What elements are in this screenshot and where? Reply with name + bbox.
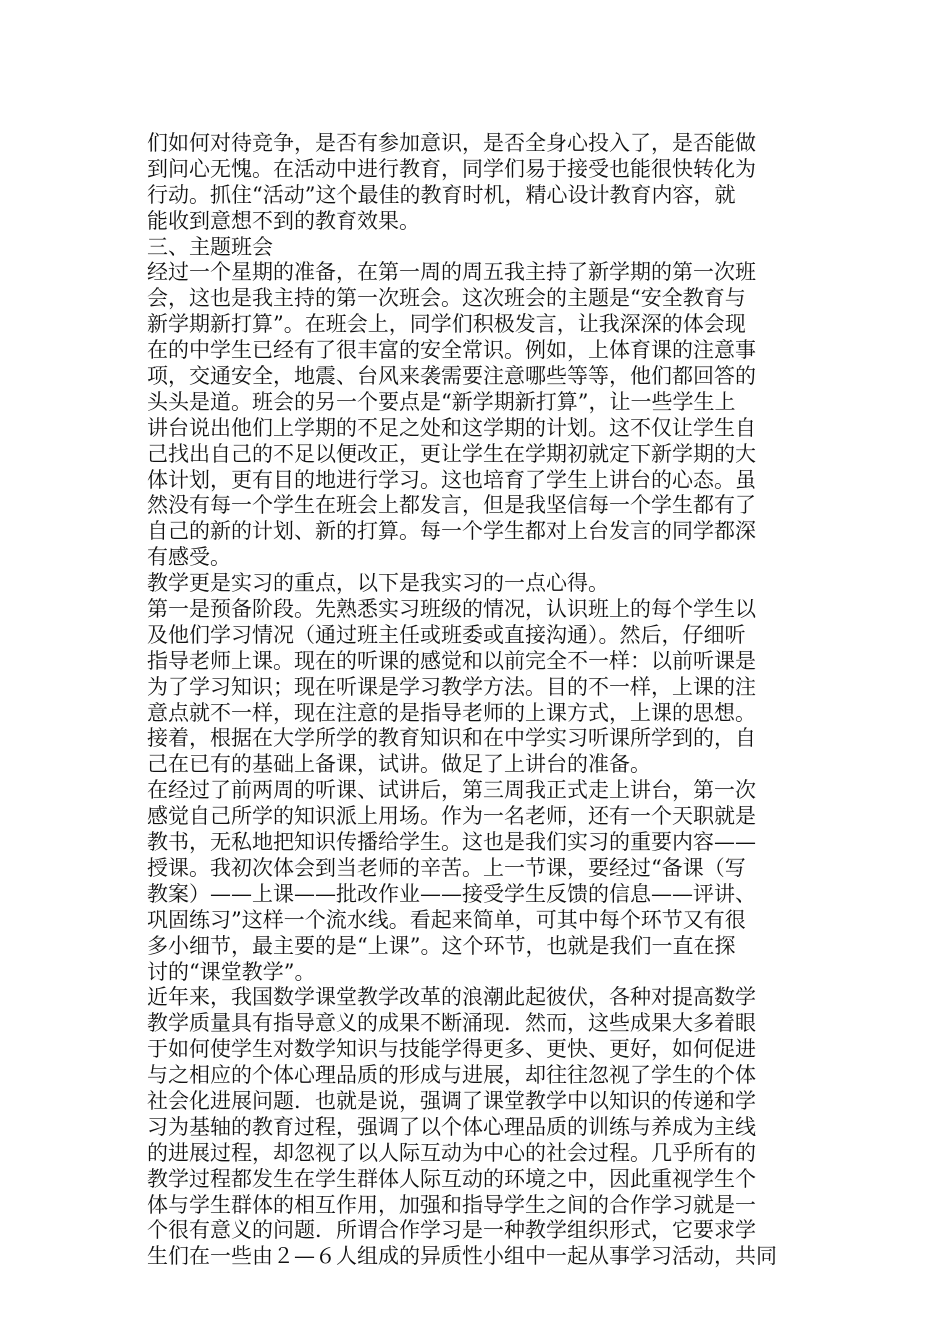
text-line: 第一是预备阶段。先熟悉实习班级的情况，认识班上的每个学生以 xyxy=(147,597,756,622)
text-line: 新学期新打算”。在班会上，同学们积极发言，让我深深的体会现 xyxy=(147,312,746,337)
text-line: 在经过了前两周的听课、试讲后，第三周我正式走上讲台，第一次 xyxy=(147,778,756,803)
text-line: 教案）——上课——批改作业——接受学生反馈的信息——评讲、 xyxy=(147,881,756,906)
text-line: 教学质量具有指导意义的成果不断涌现．然而，这些成果大多着眼 xyxy=(147,1011,756,1036)
text-line: 个很有意义的问题．所谓合作学习是一种教学组织形式，它要求学 xyxy=(147,1218,756,1243)
text-line: 己在已有的基础上备课，试讲。做足了上讲台的准备。 xyxy=(147,752,651,777)
text-line: 行动。抓住“活动”这个最佳的教育时机，精心设计教育内容，就 xyxy=(147,182,736,207)
text-line: 体计划，更有目的地进行学习。这也培育了学生上讲台的心态。虽 xyxy=(147,467,756,492)
text-line: 社会化进展问题．也就是说，强调了课堂教学中以知识的传递和学 xyxy=(147,1088,756,1113)
text-line: 教学更是实习的重点，以下是我实习的一点心得。 xyxy=(147,571,609,596)
text-line: 三、主题班会 xyxy=(147,234,273,259)
text-line: 教学过程都发生在学生群体人际互动的环境之中，因此重视学生个 xyxy=(147,1166,756,1191)
text-line: 与之相应的个体心理品质的形成与进展，却往往忽视了学生的个体 xyxy=(147,1063,756,1088)
text-line: 授课。我初次体会到当老师的辛苦。上一节课，要经过“备课（写 xyxy=(147,855,746,880)
text-line: 教书，无私地把知识传播给学生。这也是我们实习的重要内容—— xyxy=(147,830,756,855)
text-line: 的进展过程，却忽视了以人际互动为中心的社会过程。几乎所有的 xyxy=(147,1140,756,1165)
text-line: 项，交通安全，地震、台风来袭需要注意哪些等等，他们都回答的 xyxy=(147,364,756,389)
text-line: 在的中学生已经有了很丰富的安全常识。例如，上体育课的注意事 xyxy=(147,338,756,363)
text-line: 多小细节，最主要的是“上课”。这个环节，也就是我们一直在探 xyxy=(147,933,736,958)
text-line: 习为基轴的教育过程，强调了以个体心理品质的训练与养成为主线 xyxy=(147,1114,756,1139)
text-line: 接着，根据在大学所学的教育知识和在中学实习听课所学到的，自 xyxy=(147,726,756,751)
text-line: 为了学习知识；现在听课是学习教学方法。目的不一样，上课的注 xyxy=(147,674,756,699)
text-line: 意点就不一样，现在注意的是指导老师的上课方式，上课的思想。 xyxy=(147,700,756,725)
text-line: 近年来，我国数学课堂教学改革的浪潮此起彼伏，各种对提高数学 xyxy=(147,985,756,1010)
text-line: 头头是道。班会的另一个要点是“新学期新打算”，让一些学生上 xyxy=(147,389,736,414)
text-line: 巩固练习”这样一个流水线。看起来简单，可其中每个环节又有很 xyxy=(147,907,746,932)
text-line: 己找出自己的不足以便改正，更让学生在学期初就定下新学期的大 xyxy=(147,441,756,466)
text-line: 讨的“课堂教学”。 xyxy=(147,959,316,984)
document-body xyxy=(147,131,803,1270)
text-line: 体与学生群体的相互作用，加强和指导学生之间的合作学习就是一 xyxy=(147,1192,756,1217)
text-line: 到问心无愧。在活动中进行教育，同学们易于接受也能很快转化为 xyxy=(147,156,756,181)
text-line: 讲台说出他们上学期的不足之处和这学期的计划。这不仅让学生自 xyxy=(147,415,756,440)
text-line: 有感受。 xyxy=(147,545,231,570)
text-line: 感觉自己所学的知识派上用场。作为一名老师，还有一个天职就是 xyxy=(147,804,756,829)
text-line: 经过一个星期的准备，在第一周的周五我主持了新学期的第一次班 xyxy=(147,260,756,285)
text-line: 会，这也是我主持的第一次班会。这次班会的主题是“安全教育与 xyxy=(147,286,746,311)
text-line: 们如何对待竞争，是否有参加意识，是否全身心投入了，是否能做 xyxy=(147,131,756,155)
text-line: 生们在一些由２—６人组成的异质性小组中一起从事学习活动，共同 xyxy=(147,1244,777,1269)
text-line: 能收到意想不到的教育效果。 xyxy=(147,208,420,233)
text-line: 于如何使学生对数学知识与技能学得更多、更快、更好，如何促进 xyxy=(147,1037,756,1062)
text-line: 然没有每一个学生在班会上都发言，但是我坚信每一个学生都有了 xyxy=(147,493,756,518)
text-line: 自己的新的计划、新的打算。每一个学生都对上台发言的同学都深 xyxy=(147,519,756,544)
text-line: 指导老师上课。现在的听课的感觉和以前完全不一样：以前听课是 xyxy=(147,648,756,673)
text-line: 及他们学习情况（通过班主任或班委或直接沟通）。然后，仔细听 xyxy=(147,622,746,647)
